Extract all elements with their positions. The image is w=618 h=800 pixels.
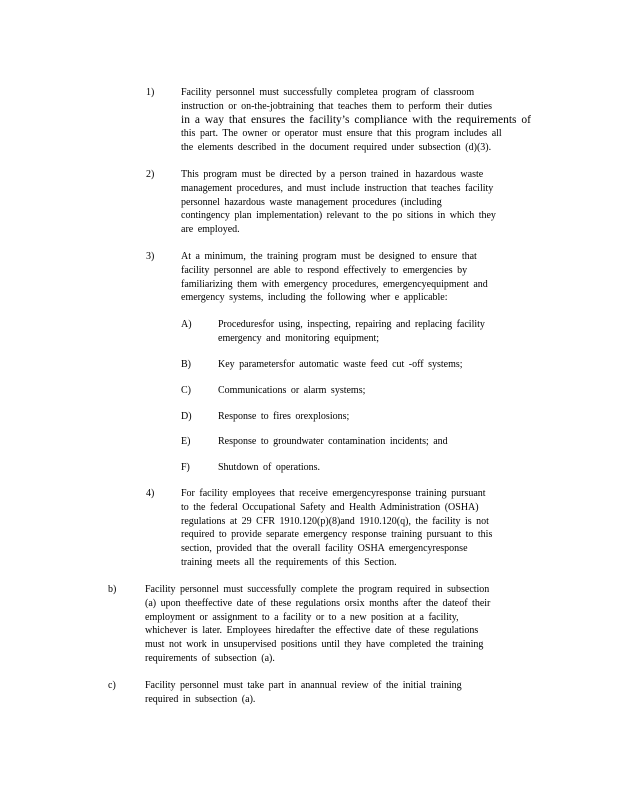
- item-marker: F): [181, 462, 190, 473]
- item-marker: 1): [146, 87, 155, 98]
- text-line: required to provide separate emergency response training pursuant to this: [181, 529, 493, 541]
- text-line: whichever is later. Employees hiredafter the effective date of these regulations: [145, 625, 479, 637]
- text-line: Facility personnel must successfully completea program of classroom: [181, 87, 475, 98]
- text-line: For facility employees that receive emergencyresponse training pursuant: [181, 488, 486, 499]
- item-marker: D): [181, 411, 192, 422]
- item-marker: B): [181, 359, 191, 370]
- item-text: [181, 250, 535, 305]
- text-line: requirements of subsection (a).: [145, 652, 275, 664]
- text-line: This program must be directed by a person trained in hazardous waste: [181, 169, 484, 180]
- text-line: Communications or alarm systems;: [218, 385, 366, 396]
- text-line: emergency systems, including the following wher e applicable:: [181, 292, 448, 304]
- text-line: At a minimum, the training program must be designed to ensure that: [181, 251, 477, 262]
- item-text: [181, 487, 533, 570]
- item-marker: 4): [146, 488, 155, 499]
- item-marker: C): [181, 385, 191, 396]
- text-line: Key parametersfor automatic waste feed cut -off systems;: [218, 359, 463, 370]
- text-line: this part. The owner or operator must ensure that this program includes all: [181, 128, 502, 140]
- text-line: Proceduresfor using, inspecting, repairing and replacing facility: [218, 319, 485, 330]
- item-marker: 3): [146, 251, 155, 262]
- text-line: Facility personnel must successfully complete the program required in subsection: [145, 584, 490, 595]
- item-text: [181, 168, 533, 237]
- text-line: the elements described in the document required under subsection (d)(3).: [181, 142, 492, 154]
- text-line: facility personnel are able to respond effectively to emergencies by: [181, 264, 468, 276]
- item-text: [218, 435, 523, 449]
- item-marker: b): [108, 584, 117, 595]
- text-line: emergency and monitoring equipment;: [218, 332, 380, 344]
- item-text: [181, 86, 541, 155]
- text-line: management procedures, and must include instruction that teaches facility: [181, 182, 494, 194]
- text-line: contingency plan implementation) relevant to the po sitions in which they: [181, 210, 496, 222]
- text-line: in a way that ensures the facility’s compliance with the requirements of: [181, 113, 531, 126]
- item-marker: E): [181, 436, 191, 447]
- text-line: Shutdown of operations.: [218, 462, 321, 473]
- text-line: section, provided that the overall facility OSHA emergencyresponse: [181, 543, 468, 555]
- text-line: training meets all the requirements of this Section.: [181, 556, 397, 568]
- text-line: Facility personnel must take part in anannual review of the initial training: [145, 680, 462, 691]
- text-line: must not work in unsupervised positions until they have completed the training: [145, 639, 484, 651]
- item-text: [145, 679, 533, 707]
- text-line: Response to groundwater contamination incidents; and: [218, 436, 448, 447]
- item-text: [218, 318, 523, 346]
- item-marker: A): [181, 319, 192, 330]
- text-line: personnel hazardous waste management procedures (including: [181, 196, 442, 208]
- item-marker: c): [108, 680, 116, 691]
- item-text: [218, 384, 523, 398]
- item-text: [218, 461, 523, 475]
- item-marker: 2): [146, 169, 155, 180]
- text-line: regulations at 29 CFR 1910.120(p)(8)and 1910.120(q), the facility is not: [181, 515, 489, 527]
- text-line: (a) upon theeffective date of these regulations orsix months after the dateof their: [145, 597, 491, 609]
- text-line: Response to fires orexplosions;: [218, 411, 350, 422]
- text-line: employment or assignment to a facility or to a new position at a facility,: [145, 611, 459, 623]
- item-text: [218, 410, 523, 424]
- item-text: [145, 583, 533, 666]
- text-line: required in subsection (a).: [145, 693, 256, 705]
- text-line: instruction or on-the-jobtraining that teaches them to perform their duties: [181, 100, 492, 112]
- text-line: are employed.: [181, 224, 240, 236]
- text-line: to the federal Occupational Safety and Health Administration (OSHA): [181, 501, 479, 513]
- text-line: familiarizing them with emergency procedures, emergencyequipment and: [181, 278, 488, 290]
- item-text: [218, 358, 523, 372]
